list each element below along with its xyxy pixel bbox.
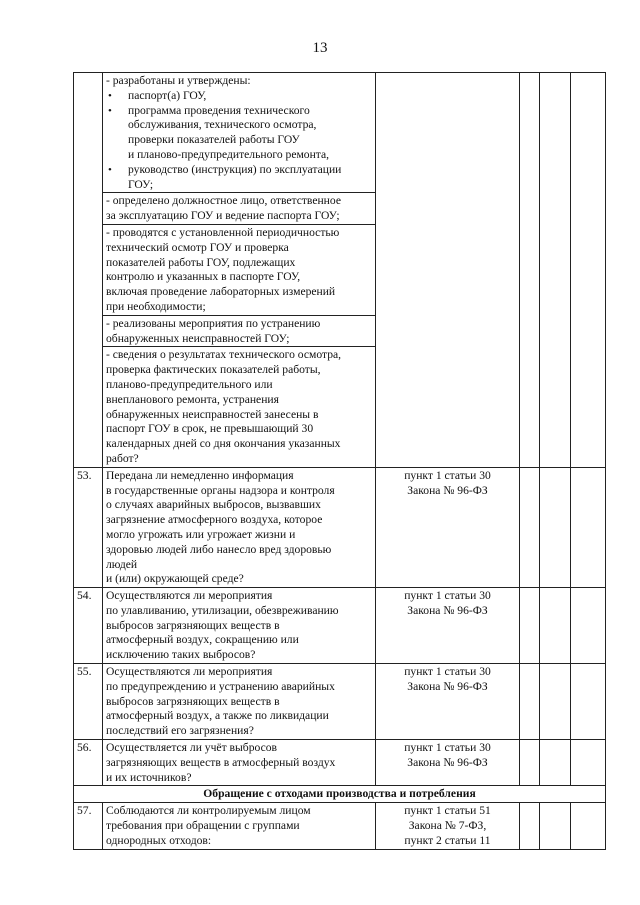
text-line: • программа проведения технического bbox=[128, 103, 310, 117]
text-line: пункт 2 статьи 11 bbox=[404, 833, 491, 847]
text-line: • руководство (инструкция) по эксплуатации bbox=[128, 162, 342, 176]
text-line: пункт 1 статьи 30 bbox=[404, 665, 491, 679]
text-line: Осуществляется ли учёт выбросов bbox=[106, 741, 277, 755]
reference-cell bbox=[376, 740, 520, 786]
text-line: - определено должностное лицо, ответственное bbox=[106, 194, 341, 208]
question-cell bbox=[103, 73, 376, 193]
question-cell bbox=[103, 588, 376, 664]
section-row bbox=[74, 786, 606, 803]
text-line: • паспорт(а) ГОУ, bbox=[128, 88, 207, 102]
text-line: проверка фактических показателей работы, bbox=[106, 363, 321, 377]
text-line: обслуживания, технического осмотра, bbox=[128, 118, 317, 132]
question-cell bbox=[103, 315, 376, 347]
text-line: атмосферный воздух, а также по ликвидации bbox=[106, 709, 329, 723]
text-line: планово-предупредительного или bbox=[106, 377, 273, 391]
text-line: о случаях аварийных выбросов, вызвавших bbox=[106, 498, 321, 512]
text-line: обнаруженных неисправностей ГОУ; bbox=[106, 331, 290, 345]
text-line: календарных дней со дня окончания указанных bbox=[106, 437, 341, 451]
text-line: внепланового ремонта, устранения bbox=[106, 392, 279, 406]
answer-cell bbox=[571, 664, 606, 740]
answer-cell bbox=[571, 740, 606, 786]
text-line: в государственные органы надзора и контроля bbox=[106, 483, 335, 497]
text-line: пункт 1 статьи 30 bbox=[404, 741, 491, 755]
answer-cell bbox=[540, 740, 571, 786]
question-cell bbox=[103, 224, 376, 315]
text-line: требования при обращении с группами bbox=[106, 819, 300, 833]
answer-cell bbox=[520, 467, 540, 587]
row-number: 55. bbox=[74, 664, 103, 740]
text-line: однородных отходов: bbox=[106, 833, 212, 847]
text-line: и (или) окружающей среде? bbox=[106, 572, 244, 586]
answer-cell bbox=[520, 73, 540, 468]
text-line: работ? bbox=[106, 451, 139, 465]
table-row bbox=[74, 664, 606, 740]
text-line: пункт 1 статьи 51 bbox=[404, 804, 491, 818]
requirement-intro: - разработаны и утверждены: bbox=[106, 74, 251, 87]
list-item bbox=[106, 163, 372, 193]
text-line: последствий его загрязнения? bbox=[106, 724, 254, 738]
table-row bbox=[74, 588, 606, 664]
text-line: исключению таких выбросов? bbox=[106, 648, 256, 662]
question-cell bbox=[103, 347, 376, 467]
checklist-table bbox=[73, 72, 606, 850]
answer-cell bbox=[571, 73, 606, 468]
answer-cell bbox=[540, 467, 571, 587]
question-cell bbox=[103, 803, 376, 849]
table-row bbox=[74, 740, 606, 786]
checklist-body bbox=[74, 73, 606, 850]
text-line: Закона № 96-ФЗ bbox=[407, 603, 488, 617]
row-number: 54. bbox=[74, 588, 103, 664]
text-line: людей bbox=[106, 557, 138, 571]
number-cell bbox=[74, 73, 103, 468]
reference-cell bbox=[376, 664, 520, 740]
text-line: - сведения о результатах технического осмотра, bbox=[106, 348, 342, 362]
question-cell bbox=[103, 740, 376, 786]
answer-cell bbox=[571, 588, 606, 664]
question-cell bbox=[103, 193, 376, 225]
text-line: выбросов загрязняющих веществ в bbox=[106, 618, 280, 632]
question-cell bbox=[103, 664, 376, 740]
reference-cell bbox=[376, 588, 520, 664]
answer-cell bbox=[540, 588, 571, 664]
answer-cell bbox=[540, 664, 571, 740]
text-line: включая проведение лабораторных измерений bbox=[106, 285, 336, 299]
text-line: могло угрожать или угрожает жизни и bbox=[106, 527, 296, 541]
answer-cell bbox=[520, 740, 540, 786]
reference-cell bbox=[376, 73, 520, 468]
table-row bbox=[74, 73, 606, 193]
reference-cell bbox=[376, 803, 520, 849]
list-item bbox=[106, 104, 372, 163]
answer-cell bbox=[520, 664, 540, 740]
answer-cell bbox=[540, 73, 571, 468]
answer-cell bbox=[571, 803, 606, 849]
table-row bbox=[74, 803, 606, 849]
text-line: за эксплуатацию ГОУ и ведение паспорта ГОУ; bbox=[106, 209, 340, 223]
text-line: Соблюдаются ли контролируемым лицом bbox=[106, 804, 311, 818]
list-item bbox=[106, 89, 372, 104]
text-line: атмосферный воздух, сокращению или bbox=[106, 633, 299, 647]
text-line: Закона № 96-ФЗ bbox=[407, 755, 488, 769]
reference-cell bbox=[376, 467, 520, 587]
text-line: - проводятся с установленной периодичностью bbox=[106, 225, 340, 239]
page-number: 13 bbox=[312, 40, 328, 56]
table-row bbox=[74, 467, 606, 587]
text-line: контролю и указанных в паспорте ГОУ, bbox=[106, 270, 301, 284]
answer-cell bbox=[520, 803, 540, 849]
row-number: 53. bbox=[74, 467, 103, 587]
text-line: проверки показателей работы ГОУ bbox=[128, 133, 300, 147]
text-line: и их источников? bbox=[106, 770, 192, 784]
text-line: загрязняющих веществ в атмосферный воздух bbox=[106, 755, 336, 769]
text-line: выбросов загрязняющих веществ в bbox=[106, 694, 280, 708]
answer-cell bbox=[520, 588, 540, 664]
text-line: по улавливанию, утилизации, обезвреживанию bbox=[106, 603, 339, 617]
text-line: при необходимости; bbox=[106, 299, 206, 313]
text-line: загрязнение атмосферного воздуха, которое bbox=[106, 513, 323, 527]
text-line: Закона № 7-ФЗ, bbox=[408, 819, 487, 833]
text-line: пункт 1 статьи 30 bbox=[404, 468, 491, 482]
answer-cell bbox=[540, 803, 571, 849]
text-line: пункт 1 статьи 30 bbox=[404, 589, 491, 603]
text-line: Осуществляются ли мероприятия bbox=[106, 589, 273, 603]
text-line: по предупреждению и устранению аварийных bbox=[106, 679, 335, 693]
text-line: технический осмотр ГОУ и проверка bbox=[106, 240, 289, 254]
row-number: 57. bbox=[74, 803, 103, 849]
bullet-list bbox=[106, 89, 372, 193]
text-line: Закона № 96-ФЗ bbox=[407, 679, 488, 693]
text-line: Передана ли немедленно информация bbox=[106, 468, 294, 482]
text-line: - реализованы мероприятия по устранению bbox=[106, 316, 321, 330]
text-line: и планово-предупредительного ремонта, bbox=[128, 147, 330, 161]
text-line: Осуществляются ли мероприятия bbox=[106, 665, 273, 679]
answer-cell bbox=[571, 467, 606, 587]
text-line: показателей работы ГОУ, подлежащих bbox=[106, 255, 296, 269]
text-line: обнаруженных неисправностей занесены в bbox=[106, 407, 319, 421]
text-line: ГОУ; bbox=[128, 177, 154, 191]
section-heading: Обращение с отходами производства и потребления bbox=[74, 786, 606, 803]
question-cell bbox=[103, 467, 376, 587]
row-number: 56. bbox=[74, 740, 103, 786]
text-line: Закона № 96-ФЗ bbox=[407, 483, 488, 497]
text-line: здоровью людей либо нанесло вред здоровью bbox=[106, 542, 332, 556]
text-line: паспорт ГОУ в срок, не превышающий 30 bbox=[106, 422, 314, 436]
